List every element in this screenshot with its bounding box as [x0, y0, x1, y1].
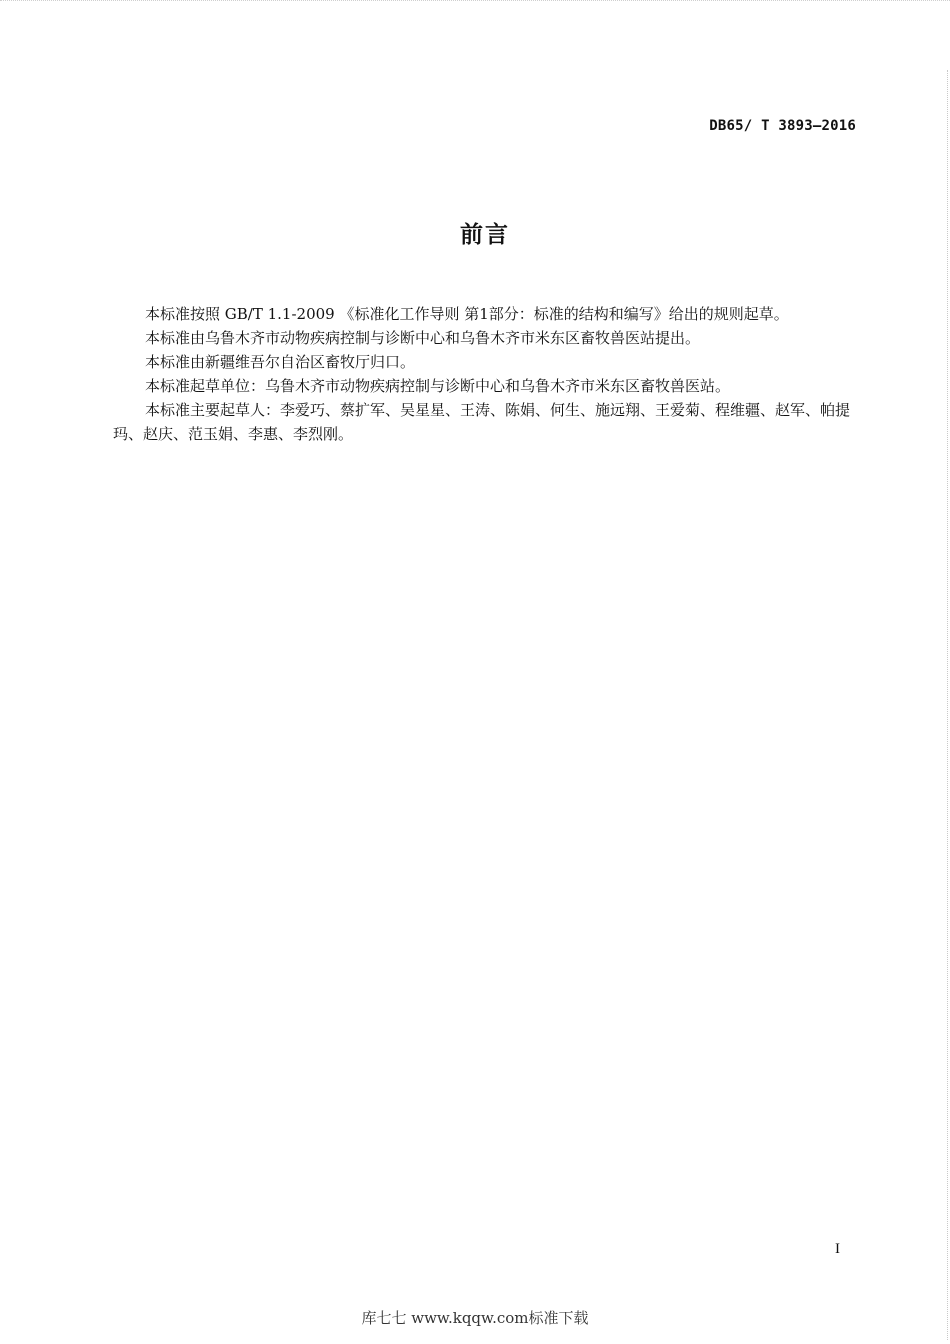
paragraph-drafting-units: 本标准起草单位：乌鲁木齐市动物疾病控制与诊断中心和乌鲁木齐市米东区畜牧兽医站。: [145, 377, 731, 395]
foreword-body: [113, 302, 858, 446]
footer-watermark: 库七七 www.kqqw.com标准下载: [361, 1309, 589, 1327]
scan-edge-right: [947, 70, 949, 1340]
paragraph-drafting-rules: 本标准按照 GB/T 1.1-2009 《标准化工作导则 第1部分：标准的结构和编写》给出的规则起草。: [145, 305, 789, 323]
paragraph-drafters: 本标准主要起草人：李爱巧、蔡扩军、吴星星、王涛、陈娟、何生、施远翔、王爱菊、程维疆、赵军、帕提玛、赵庆、范玉娟、李惠、李烈刚。: [113, 401, 851, 443]
scan-edge-top: [0, 0, 950, 5]
paragraph-centralized-unit: 本标准由新疆维吾尔自治区畜牧厅归口。: [145, 353, 416, 371]
page-title: 前言: [460, 222, 510, 248]
standard-code: DB65/ T 3893—2016: [709, 118, 856, 134]
paragraph-proposer: 本标准由乌鲁木齐市动物疾病控制与诊断中心和乌鲁木齐市米东区畜牧兽医站提出。: [145, 329, 701, 347]
page-number: I: [835, 1241, 840, 1257]
